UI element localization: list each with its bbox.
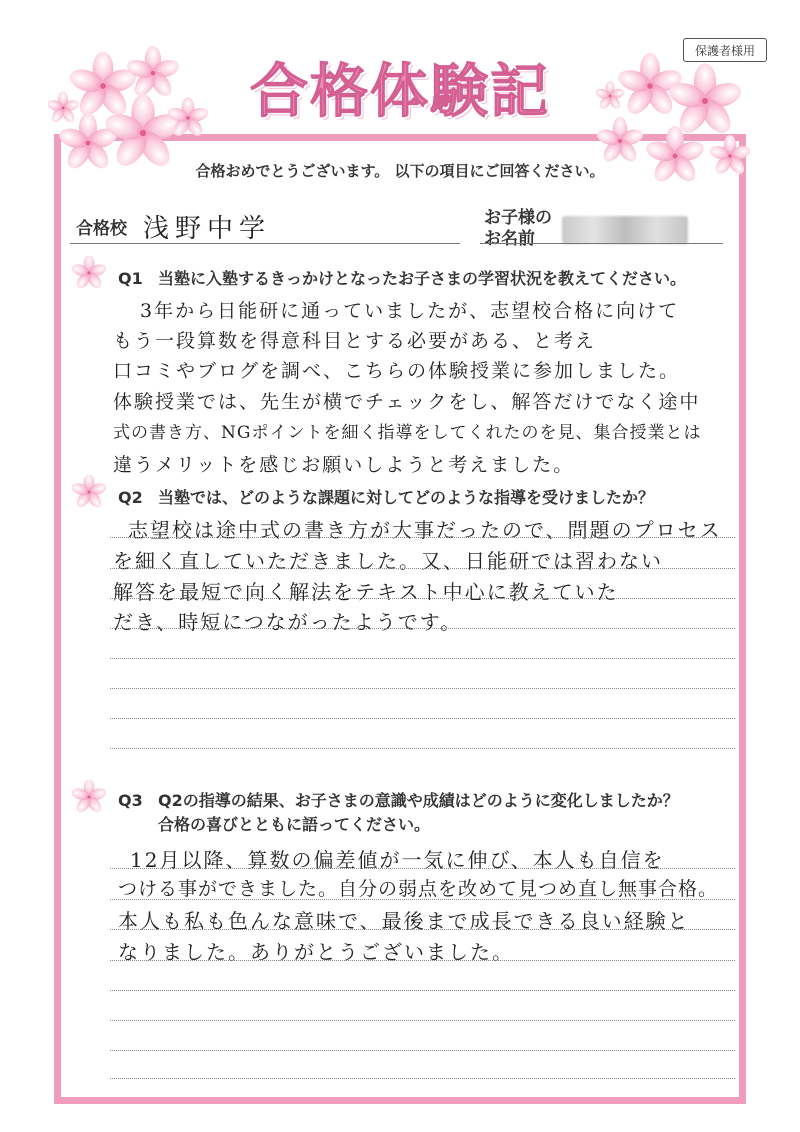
q1-question (118, 266, 686, 289)
child-name-redacted (562, 216, 688, 244)
q3-writing-line (110, 899, 735, 900)
q2-writing-line (110, 568, 735, 569)
q3-number: Q3 (118, 791, 143, 810)
q2-writing-line (110, 537, 735, 538)
child-name-rule (480, 243, 723, 244)
q3-answer-line: 12月以降、算数の偏差値が一気に伸び、本人も自信を (130, 848, 665, 872)
q1-answer-line: もう一段算数を得意科目とする必要がある、と考え (113, 330, 597, 352)
q3-text-line1: Q2の指導の結果、お子さまの意識や成績はどのように変化しましたか？ (158, 791, 679, 810)
q3-answer-line: つける事ができました。自分の弱点を改めて見つめ直し無事合格。 (118, 878, 719, 900)
audience-badge: 保護者様用 (683, 38, 767, 62)
q3-question-line2: 合格の喜びとともに語ってください。 (158, 815, 431, 834)
q1-text: 当塾に入塾するきっかけとなったお子さまの学習状況を教えてください。 (158, 269, 687, 288)
q1-answer-line: 口コミやブログを調べ、こちらの体験授業に参加しました。 (113, 360, 681, 382)
school-value: 浅野中学 (143, 214, 272, 244)
q2-writing-line (110, 748, 735, 749)
q3-writing-line (110, 1050, 735, 1051)
page-title: 合格体験記 (249, 57, 550, 125)
q2-writing-line (110, 658, 735, 659)
q3-writing-line (110, 990, 735, 991)
child-name-label-line1: お子様の (484, 208, 552, 228)
q3-blossom-icon (72, 780, 106, 814)
q3-writing-line (110, 1020, 735, 1021)
q1-answer-line: 式の書き方、NGポイントを細く指導をしてくれたのを見、集合授業とは (113, 423, 702, 443)
q1-answer-line: 違うメリットを感じお願いしようと考えました。 (113, 454, 575, 476)
q3-answer-line: 本人も私も色んな意味で、最後まで成長できる良い経験と (118, 909, 690, 933)
q3-answer-line: なりました。ありがとうございました。 (118, 940, 514, 964)
q2-writing-line (110, 628, 735, 629)
q3-writing-line (110, 868, 735, 869)
q1-number: Q1 (118, 269, 143, 288)
q3-writing-line (110, 960, 735, 961)
q3-writing-line (110, 1078, 735, 1079)
q2-number: Q2 (118, 488, 143, 507)
intro-text: 合格おめでとうございます。 以下の項目にご回答ください。 (195, 162, 605, 180)
q2-question (118, 485, 654, 508)
q2-answer-line: を細く直していただきました。又、日能研では習わない (113, 549, 663, 573)
q1-blossom-icon (72, 256, 106, 290)
q3-writing-line (110, 929, 735, 930)
q2-answer-line: 志望校は途中式の書き方が大事だったので、問題のプロセス (128, 518, 722, 542)
child-name-label-line2: お名前 (484, 229, 535, 249)
q2-writing-line (110, 688, 735, 689)
q2-text: 当塾では、どのような課題に対してどのような指導を受けましたか？ (158, 488, 655, 507)
q2-answer-line: だき、時短につながったようです。 (113, 610, 463, 634)
q2-writing-line (110, 598, 735, 599)
q2-writing-line (110, 718, 735, 719)
q1-answer-line: 体験授業では、先生が横でチェックをし、解答だけでなく途中 (113, 391, 701, 413)
q2-answer-line: 解答を最短で向く解法をテキスト中心に教えていた (113, 580, 619, 604)
q2-blossom-icon (72, 475, 106, 509)
q1-answer-line: 3年から日能研に通っていましたが、志望校合格に向けて (140, 300, 680, 322)
school-rule (70, 243, 460, 244)
school-label: 合格校 (76, 219, 127, 239)
q3-question (118, 788, 679, 811)
